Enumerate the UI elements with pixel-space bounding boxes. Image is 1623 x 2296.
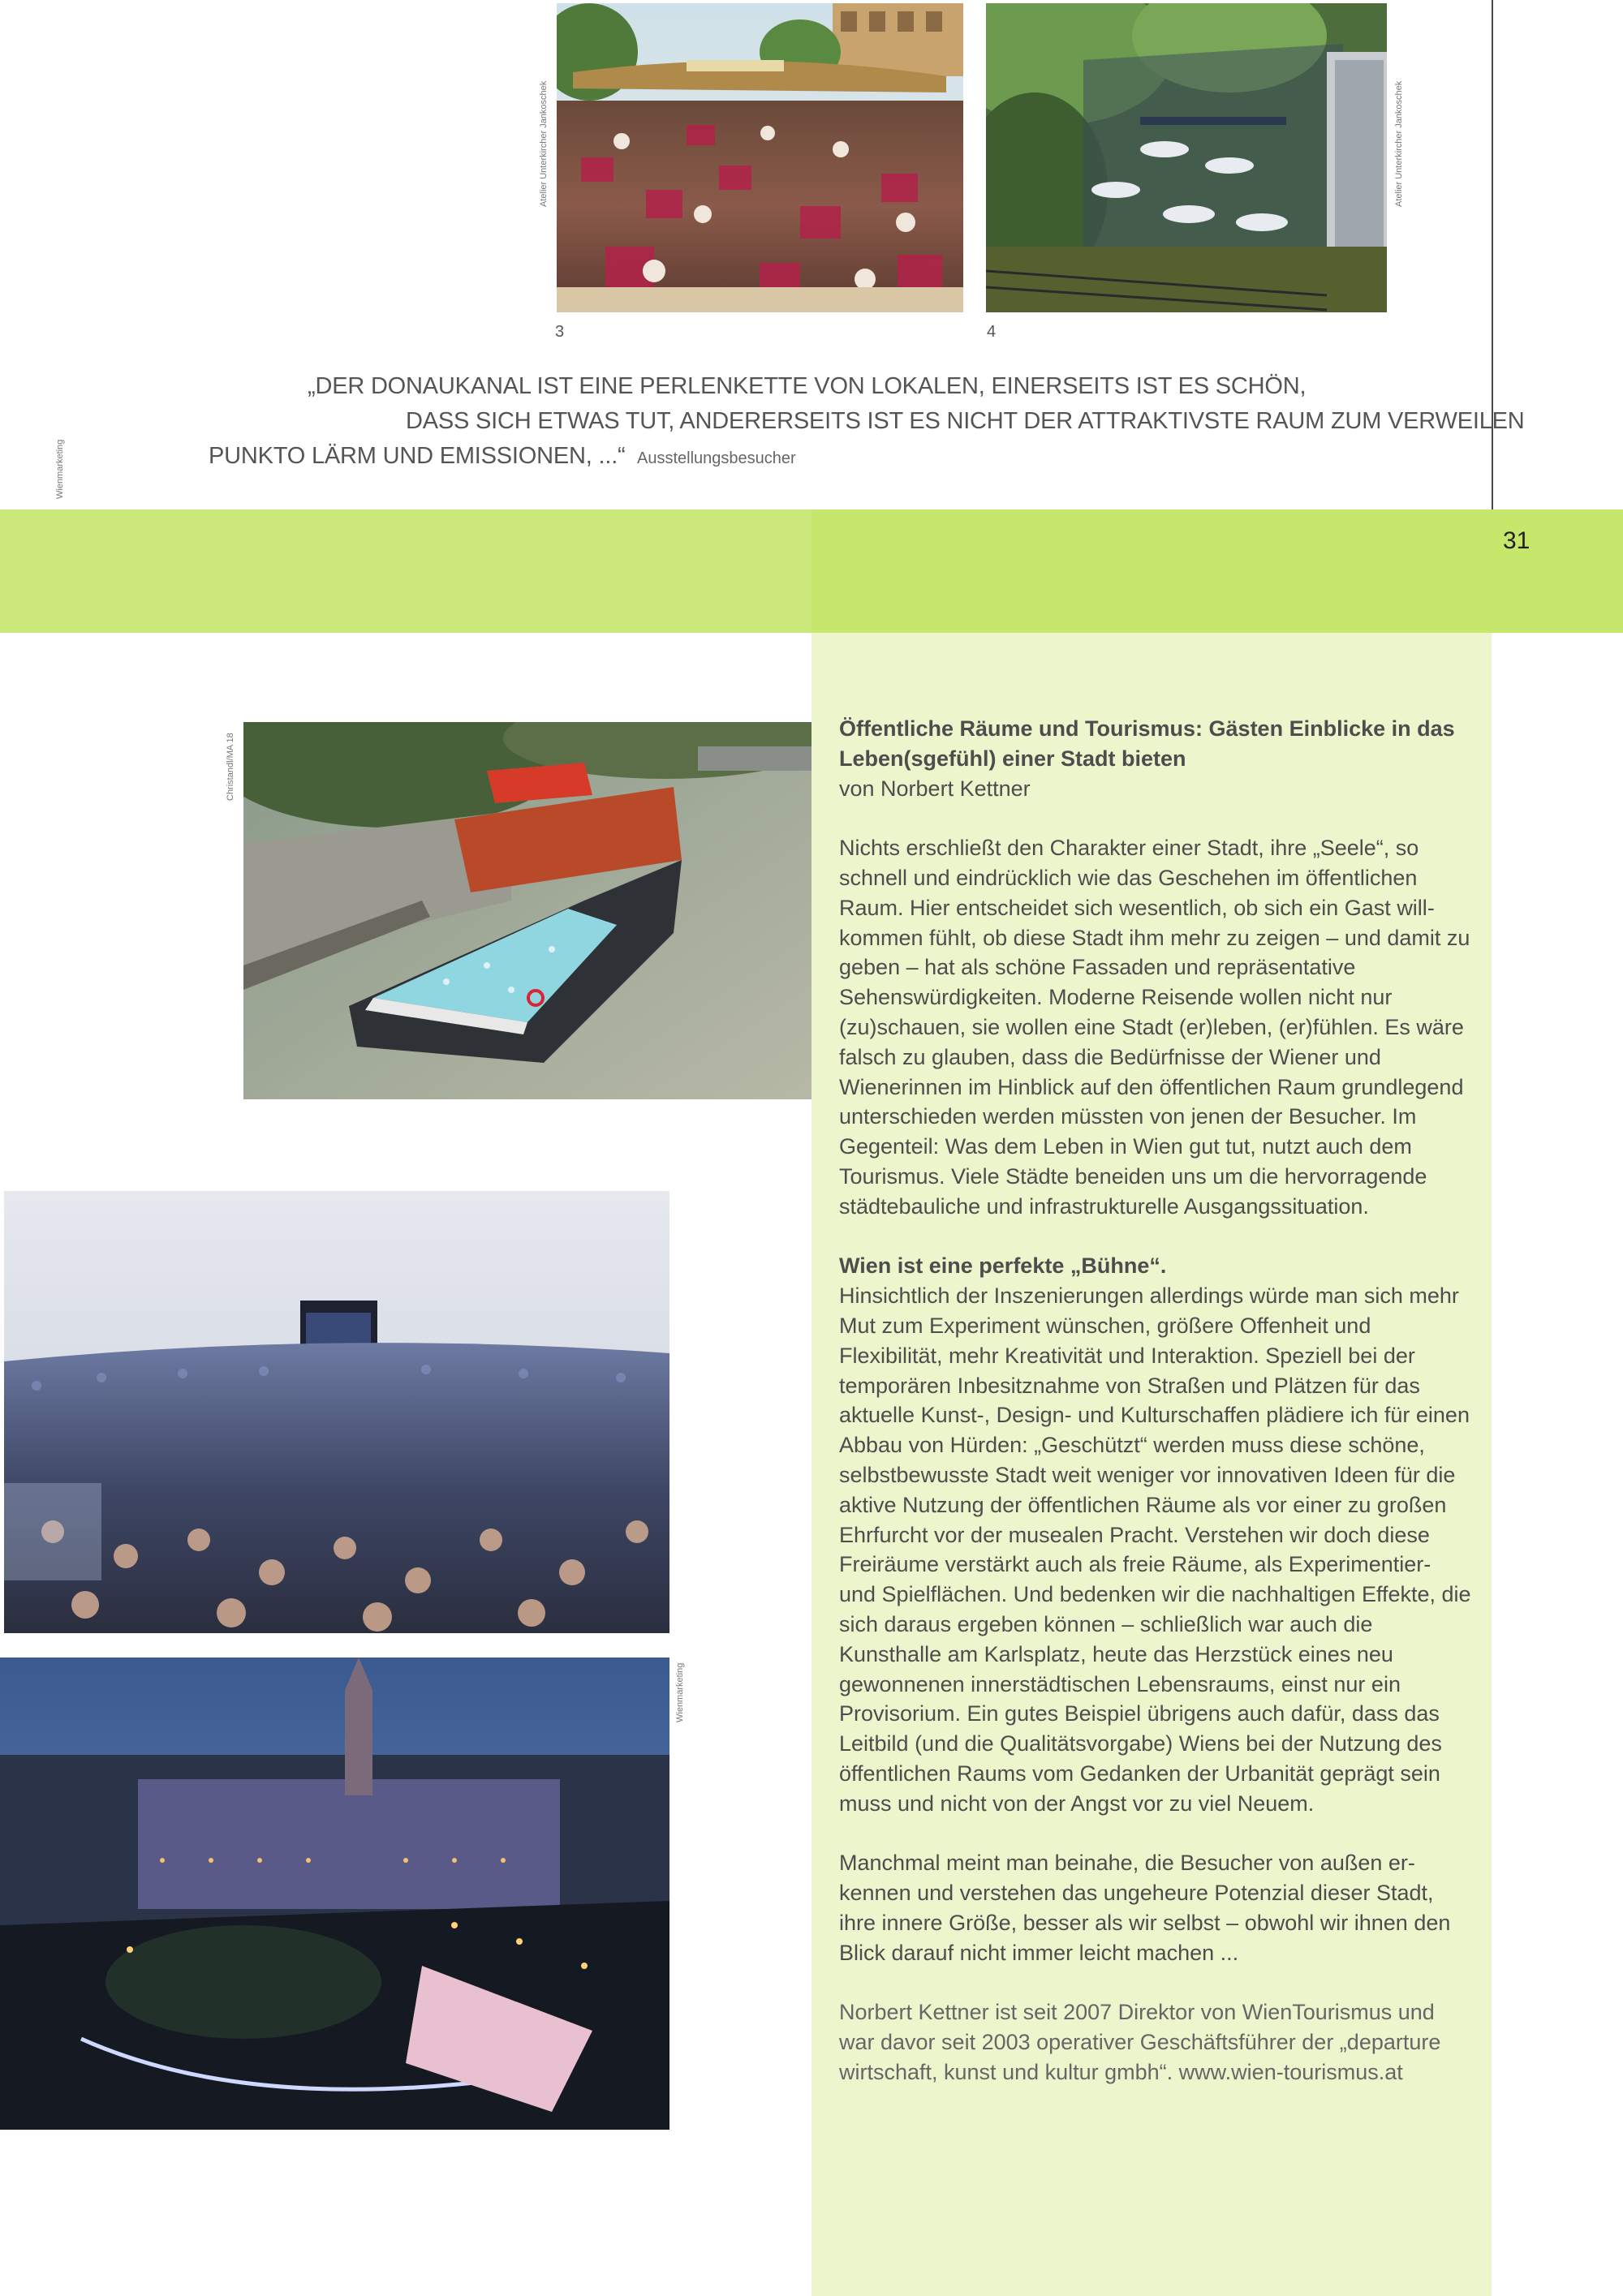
quote-line-1: „DER DONAUKANAL IST EINE PERLENKETTE VON LOKALEN, EINERSEITS IST ES SCHÖN, [308, 373, 1307, 399]
quote-line-2: DASS SICH ETWAS TUT, ANDERERSEITS IST ES NICHT DER ATTRAKTIVSTE RAUM ZUM VERWEILEN [406, 408, 1525, 434]
photo4-credit: Atelier Unterkircher Jankoschek [1394, 80, 1404, 207]
quote-line-3: PUNKTO LÄRM UND EMISSIONEN, ...“ [209, 443, 626, 469]
page-number: 31 [1503, 527, 1530, 554]
cityhall-photo-credit: Wienmarketing [675, 1662, 685, 1722]
photo-pool-barge [243, 722, 812, 1099]
photo-beach-bar [557, 3, 963, 312]
quote-source: Ausstellungsbesucher [636, 449, 796, 467]
article-paragraph-1: Nichts erschließt den Charakter einer Stadt, ihre „Seele“, so schnell und eindrücklich wie das Geschehen im öffentlichen Raum. Hier entscheidet sich wesentlich, ob sich ein Gast willkommen fühlt, ob diese Stadt ihm mehr zu zeigen – und damit zu geben – hat als schöne Fassaden und repräsentative Sehenswürdigkeiten. Moderne Reisende wollen nicht nur (zu)schauen, sie wollen eine Stadt (er)leben, (er)fühlen. Es wäre falsch zu glauben, dass die Bedürfnisse der Wiener und Wienerinnen im Hinblick auf den öffentlichen Raum grundlegend unterschieden werden müssten von jenen der Besucher. Im Gegenteil: Was dem Leben in Wien gut tut, nutzt auch dem Tourismus. Viele Städte beneiden uns um die hervorragende städtebauliche und infrastrukturelle Ausgangssituation. [839, 836, 1470, 1219]
article-subheading: Wien ist eine perfekte „Bühne“. [839, 1253, 1167, 1279]
photo3-credit: Atelier Unterkircher Jankoschek [539, 80, 549, 207]
green-band-right [812, 510, 1623, 633]
article-byline: von Norbert Kettner [839, 776, 1031, 801]
article-paragraph-2: Hinsichtlich der Inszenierungen allerdings würde man sich mehr Mut zum Experiment wünschen, größere Offenheit und Flexibilität, mehr Kreativität und Interaktion. Speziell bei der temporären Inbesitznahme von Straßen und Plätzen für das aktuelle Kunst-, Design- und Kulturschaffen plädiere ich für einen Abbau von Hürden: „Geschützt“ werden muss diese schöne, selbstbewusste Stadt weit weniger vor innovativen Ideen für die aktive Nutzung der öffentlichen Räume als vor einer zu großen Ehrfurcht vor der musealen Pracht. Verstehen wir doch diese Freiräume verstärkt auch als freie Räume, als Experimentier- und Spielflächen. Und bedenken wir die nachhaltigen Effekte, die sich daraus ergeben können – schließlich war auch die Kunsthalle am Karlsplatz, heute das Herzstück eines neu gewonnenen innerstädtischen Lebensraums, einst nur ein Provisorium. Ein gutes Beispiel übrigens auch dafür, dass das Leitbild (und die Qualitätsvorgabe) Wiens bei der Nutzung des öffentlichen Raums vom Gedanken der Urbanität geprägt sein muss und nicht von der Angst vor zu viel Neuem. [839, 1283, 1471, 1816]
article-title: Öffentliche Räume und Tourismus: Gästen Einblicke in das Leben(sgefühl) einer Stadt bieten [839, 716, 1455, 771]
photo-concert-crowd [4, 1191, 669, 1633]
article-paragraph-3: Manchmal meint man beinahe, die Besucher von außen erkennen und verstehen das ungeheure Potenzial dieser Stadt, ihre innere Größe, besser als wir selbst – obwohl wir ihnen den Blick darauf nicht immer leicht machen ... [839, 1851, 1451, 1965]
pool-photo-credit: Christandl/MA 18 [226, 733, 235, 801]
photo3-number: 3 [555, 323, 565, 341]
article [839, 714, 1472, 2087]
photo-city-hall [0, 1658, 669, 2130]
green-band-left [0, 510, 812, 633]
photo4-number: 4 [987, 323, 997, 341]
author-bio: Norbert Kettner ist seit 2007 Direktor von WienTourismus und war davor seit 2003 operativer Geschäftsführer der „departure wirtschaft, kunst und kultur gmbh“. www.wien-tourismus.at [839, 2000, 1441, 2084]
quote-line-3-wrap [209, 443, 796, 470]
photo-terrace [986, 3, 1387, 312]
quote-side-credit: Wienmarketing [55, 439, 65, 499]
